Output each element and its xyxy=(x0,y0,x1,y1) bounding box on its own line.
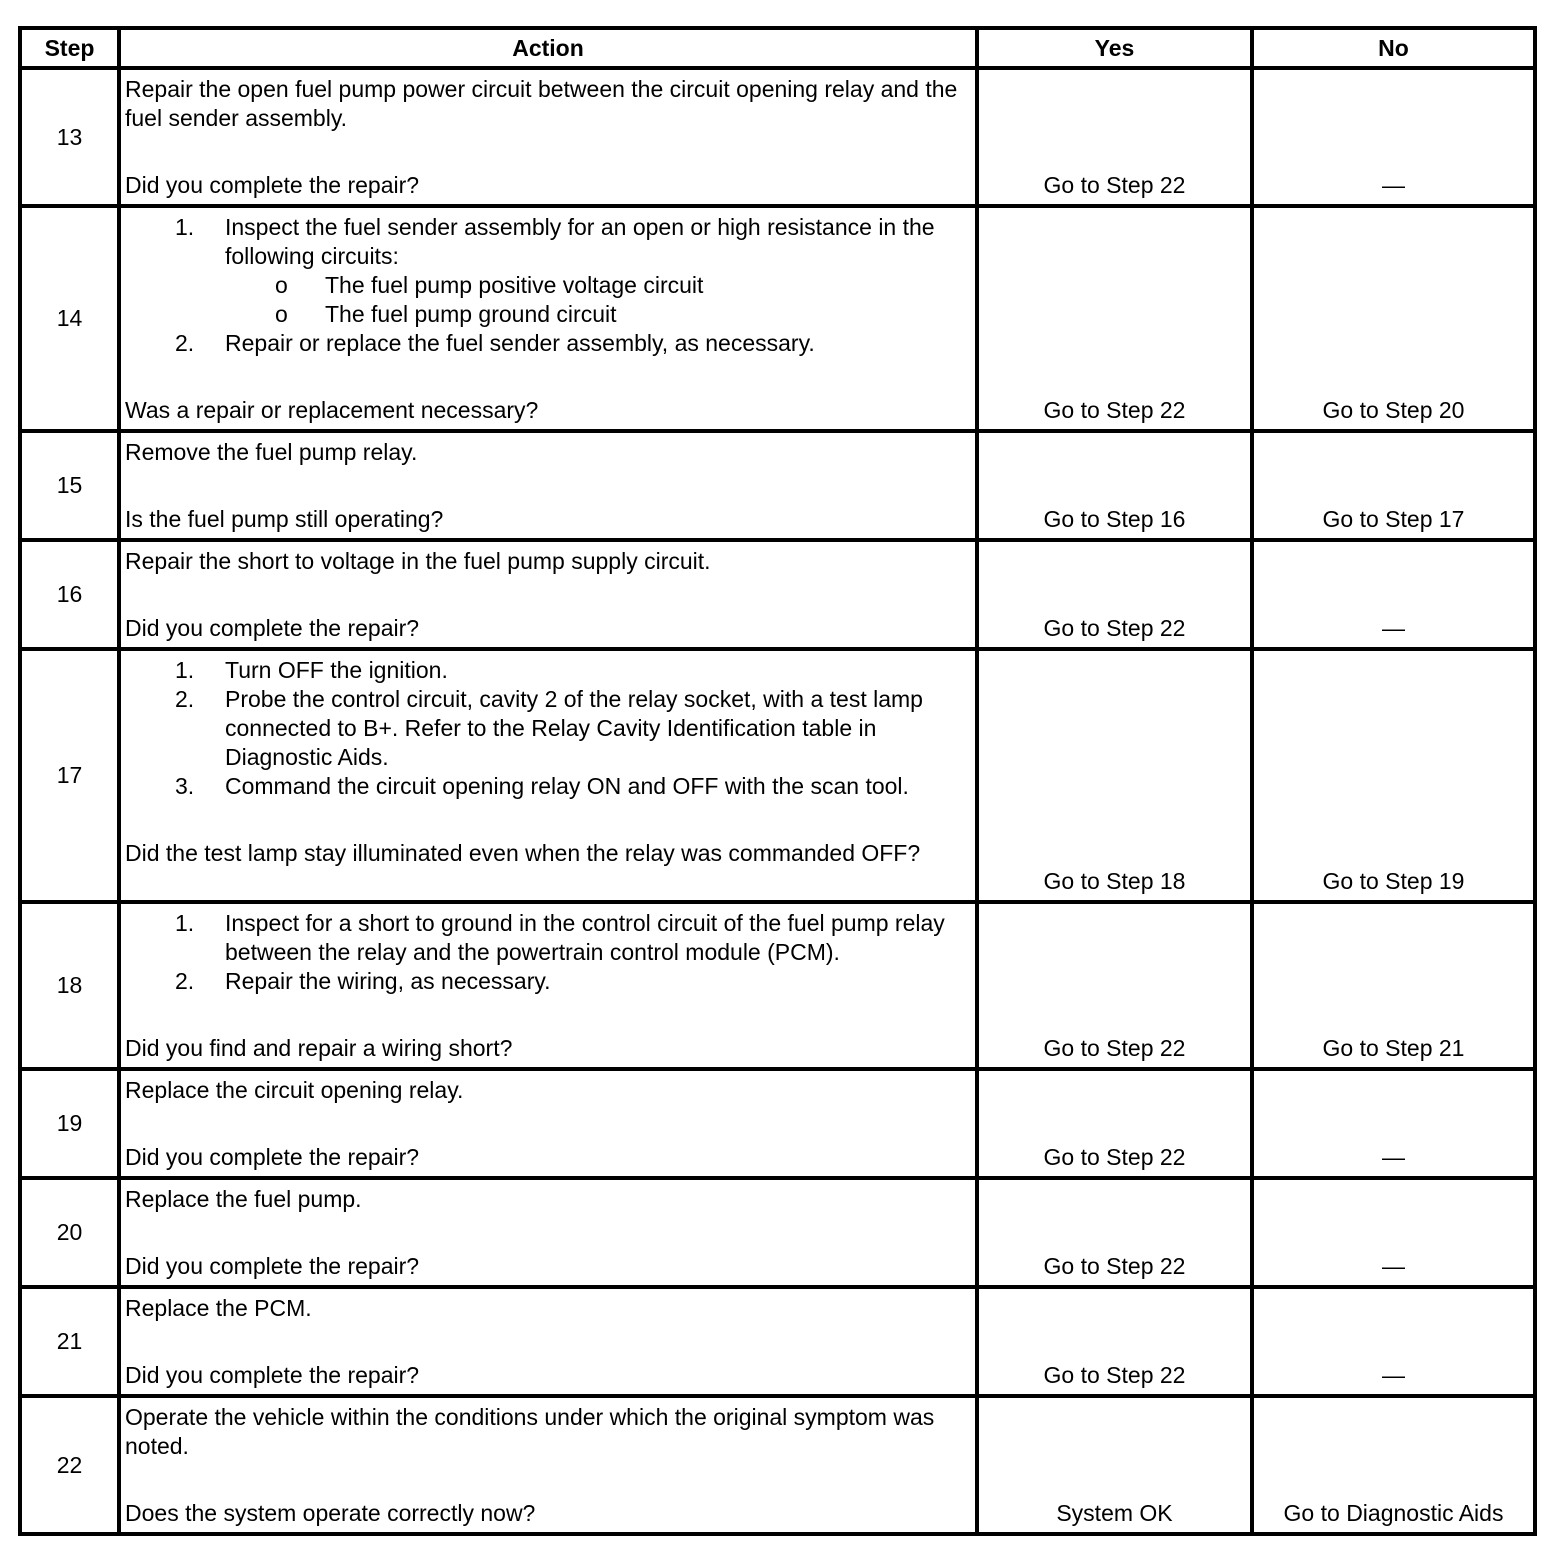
action-cell xyxy=(119,1396,977,1534)
step-number: 20 xyxy=(20,1178,119,1287)
action-cell xyxy=(119,1287,977,1396)
list-item xyxy=(125,656,969,685)
step-number: 14 xyxy=(20,206,119,431)
action-lead: Operate the vehicle within the conditions under which the original symptom was noted. xyxy=(125,1404,935,1459)
action-question: Did you find and repair a wiring short? xyxy=(125,1035,513,1061)
header-step: Step xyxy=(20,28,119,68)
action-cell xyxy=(119,540,977,649)
list-item xyxy=(125,967,969,996)
table-row xyxy=(20,649,1535,902)
no-result: — xyxy=(1252,1178,1535,1287)
yes-result: Go to Step 22 xyxy=(977,540,1252,649)
action-cell xyxy=(119,649,977,902)
step-number: 16 xyxy=(20,540,119,649)
item-text: Turn OFF the ignition. xyxy=(225,657,448,683)
item-number: 2. xyxy=(175,686,195,712)
list-item xyxy=(125,772,969,801)
yes-result: Go to Step 16 xyxy=(977,431,1252,540)
table-row xyxy=(20,540,1535,649)
action-cell xyxy=(119,68,977,206)
yes-result: Go to Step 22 xyxy=(977,1287,1252,1396)
item-text: Repair or replace the fuel sender assembly, as necessary. xyxy=(225,330,815,356)
list-item xyxy=(125,213,969,329)
action-lead: Replace the fuel pump. xyxy=(125,1186,362,1212)
item-number: 1. xyxy=(175,657,195,683)
step-number: 13 xyxy=(20,68,119,206)
no-result: Go to Step 17 xyxy=(1252,431,1535,540)
yes-result: System OK xyxy=(977,1396,1252,1534)
header-row xyxy=(20,28,1535,68)
action-lead: Remove the fuel pump relay. xyxy=(125,439,418,465)
action-question: Does the system operate correctly now? xyxy=(125,1500,536,1526)
no-result: — xyxy=(1252,540,1535,649)
yes-result: Go to Step 18 xyxy=(977,649,1252,902)
action-question: Did you complete the repair? xyxy=(125,1362,420,1388)
table-row xyxy=(20,1287,1535,1396)
no-result: — xyxy=(1252,1287,1535,1396)
no-result: — xyxy=(1252,68,1535,206)
diagnostic-table xyxy=(18,26,1537,1536)
bullet-icon: o xyxy=(275,272,288,298)
step-number: 21 xyxy=(20,1287,119,1396)
yes-result: Go to Step 22 xyxy=(977,902,1252,1069)
header-no: No xyxy=(1252,28,1535,68)
sub-item-text: The fuel pump positive voltage circuit xyxy=(325,272,704,298)
action-cell xyxy=(119,431,977,540)
action-question: Did you complete the repair? xyxy=(125,1144,420,1170)
action-lead: Replace the circuit opening relay. xyxy=(125,1077,464,1103)
action-lead: Replace the PCM. xyxy=(125,1295,312,1321)
no-result: Go to Step 19 xyxy=(1252,649,1535,902)
item-text: Inspect the fuel sender assembly for an open or high resistance in the following circuits: xyxy=(225,214,935,269)
action-question: Did the test lamp stay illuminated even when the relay was commanded OFF? xyxy=(125,840,921,866)
yes-result: Go to Step 22 xyxy=(977,206,1252,431)
item-text: Repair the wiring, as necessary. xyxy=(225,968,551,994)
list-item xyxy=(125,909,969,967)
table-row xyxy=(20,206,1535,431)
action-cell xyxy=(119,902,977,1069)
action-question: Did you complete the repair? xyxy=(125,615,420,641)
action-steps xyxy=(125,213,969,358)
table-row xyxy=(20,1178,1535,1287)
table-row xyxy=(20,431,1535,540)
item-number: 1. xyxy=(175,214,195,240)
item-number: 2. xyxy=(175,330,195,356)
table-row xyxy=(20,68,1535,206)
action-cell xyxy=(119,1178,977,1287)
step-number: 19 xyxy=(20,1069,119,1178)
item-text: Inspect for a short to ground in the control circuit of the fuel pump relay between the relay and the powertrain control module (PCM). xyxy=(225,910,945,965)
item-text: Probe the control circuit, cavity 2 of the relay socket, with a test lamp connected to B+. Refer to the Relay Cavity Identification table in Diagnostic Aids. xyxy=(225,686,923,770)
header-yes: Yes xyxy=(977,28,1252,68)
sub-item-text: The fuel pump ground circuit xyxy=(325,301,617,327)
action-question: Did you complete the repair? xyxy=(125,172,420,198)
action-cell xyxy=(119,206,977,431)
table-row xyxy=(20,1069,1535,1178)
bullet-icon: o xyxy=(275,301,288,327)
action-lead: Repair the short to voltage in the fuel pump supply circuit. xyxy=(125,548,711,574)
action-question: Is the fuel pump still operating? xyxy=(125,506,444,532)
action-lead: Repair the open fuel pump power circuit between the circuit opening relay and the fuel sender assembly. xyxy=(125,76,958,131)
header-action: Action xyxy=(119,28,977,68)
action-steps xyxy=(125,909,969,996)
yes-result: Go to Step 22 xyxy=(977,1178,1252,1287)
action-question: Did you complete the repair? xyxy=(125,1253,420,1279)
sub-list-item xyxy=(225,271,969,300)
item-number: 1. xyxy=(175,910,195,936)
item-text: Command the circuit opening relay ON and OFF with the scan tool. xyxy=(225,773,909,799)
sub-list-item xyxy=(225,300,969,329)
no-result: — xyxy=(1252,1069,1535,1178)
step-number: 15 xyxy=(20,431,119,540)
item-number: 2. xyxy=(175,968,195,994)
no-result: Go to Step 21 xyxy=(1252,902,1535,1069)
yes-result: Go to Step 22 xyxy=(977,68,1252,206)
action-question: Was a repair or replacement necessary? xyxy=(125,397,539,423)
item-number: 3. xyxy=(175,773,195,799)
action-steps xyxy=(125,656,969,801)
list-item xyxy=(125,685,969,772)
step-number: 18 xyxy=(20,902,119,1069)
table-row xyxy=(20,1396,1535,1534)
table-row xyxy=(20,902,1535,1069)
no-result: Go to Diagnostic Aids xyxy=(1252,1396,1535,1534)
sub-list xyxy=(225,271,969,329)
step-number: 17 xyxy=(20,649,119,902)
yes-result: Go to Step 22 xyxy=(977,1069,1252,1178)
no-result: Go to Step 20 xyxy=(1252,206,1535,431)
action-cell xyxy=(119,1069,977,1178)
list-item xyxy=(125,329,969,358)
step-number: 22 xyxy=(20,1396,119,1534)
